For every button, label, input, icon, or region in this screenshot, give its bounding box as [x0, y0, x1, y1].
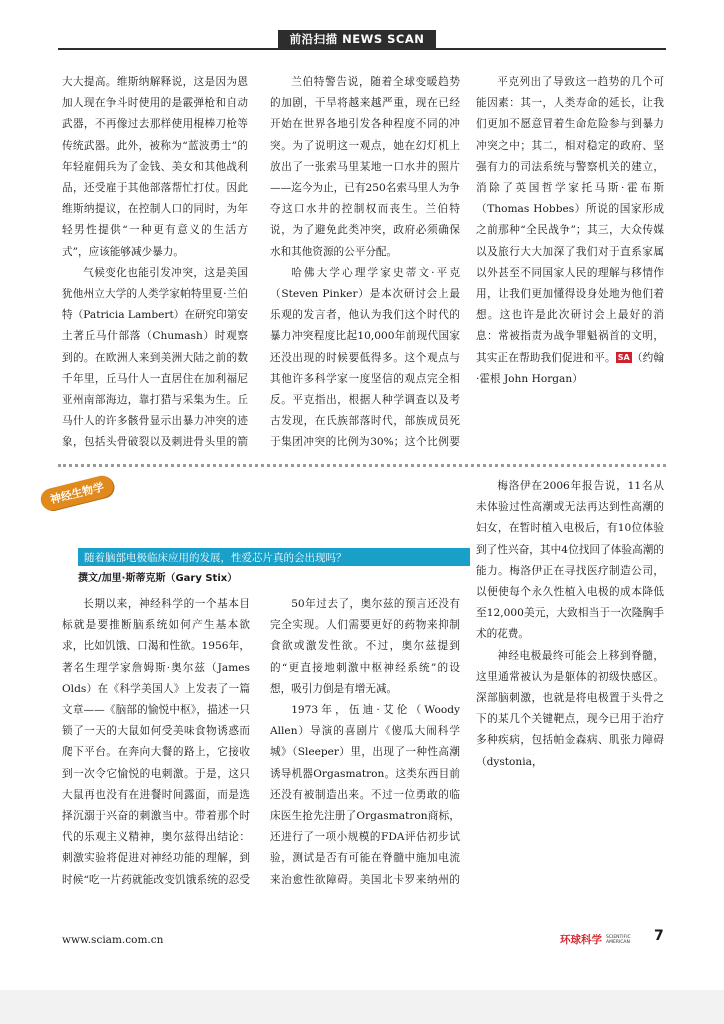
- bottom-paragraph-4: 梅洛伊在2006年报告说，11名从未体验过性高潮或无法再达到性高潮的妇女，在暂时植入电极后，有10位体验到了性兴奋，其中4位找回了体验高潮的能力。梅洛伊正在寻找医疗制造公司，以便使每个永久性植入电极的成本降低至12,000美元，大致相当于一次隆胸手术的花费。: [476, 480, 664, 641]
- top-author-en: John Horgan: [503, 372, 573, 385]
- header-rule: [58, 48, 666, 50]
- brand-name-en: SCIENTIFIC AMERICAN: [606, 934, 631, 945]
- section-title-en: NEWS SCAN: [342, 32, 425, 46]
- top-paragraph-2: 气候变化也能引发冲突，这是美国犹他州立大学的人类学家帕特里夏·兰伯特（Patricia Lambert）在研究印第安土著丘马什部落（Chumash）时观察到的。在欧洲人来到美洲大陆之前的数千年里，丘马什人一直居住在加利福尼亚州南部海边，靠打猎与采集为生。丘马什人的许多骸骨显示出暴力冲突的迹象，包括头骨破裂以及刺进骨头里的箭: [62, 266, 248, 449]
- category-tag: 神经生物学: [38, 473, 115, 512]
- article-separator: [58, 464, 666, 467]
- bottom-article-column-2: [270, 594, 460, 890]
- top-paragraph-5: 平克列出了导致这一趋势的几个可能因素：其一，人类寿命的延长，让我们更加不愿意冒着生命危险参与到暴力冲突之中；其二，相对稳定的政府、坚强有力的司法系统与警察机关的建立，消除了英国哲学家托马斯·霍布斯（Thomas Hobbes）所说的国家形成之前那种“全民战争”；其三，大众传媒以及旅行大大加深了我们对于直系家属以外甚至不同国家人民的理解与移情作用，让我们更加懂得设身处地为他们着想。这也许是此次研讨会上最好的消息：常被指责为战争罪魁祸首的文明，其实正在帮助我们促进和平。 SA （约翰·霍根 John Horgan）: [476, 76, 664, 385]
- page-number: 7: [654, 928, 664, 944]
- top-author-cn: 约翰·霍根: [476, 351, 664, 385]
- footer-brand: [560, 932, 634, 947]
- top-article-column-1: [62, 72, 248, 454]
- footer-url: www.sciam.com.cn: [62, 934, 164, 946]
- top-article-column-2: [270, 72, 460, 454]
- section-header: [278, 30, 436, 48]
- bottom-paragraph-2: 50年过去了，奥尔兹的预言还没有完全实现。人们需要更好的药物来抑制食欲或激发性欲。不过，奥尔兹提到的“更直接地刺激中枢神经系统”的设想，吸引力倒是有增无减。: [270, 598, 460, 695]
- bottom-paragraph-1: 长期以来，神经科学的一个基本目标就是要推断脑系统如何产生基本欲求，比如饥饿、口渴和性欲。1956年，著名生理学家詹姆斯·奥尔兹（James Olds）在《科学美国人》上发表了一篇文章——《脑部的愉悦中枢》，描述一只锁了一天的大鼠如何受美味食物诱惑而爬下平台。在奔向大餐的路上，它接收到一次令它愉悦的电刺激。于是，这只大鼠再也没有在进餐时间露面，而是选择沉溺于兴奋的刺激当中。带着那个时代的乐观主义精神，奥尔兹得出结论：刺激实验将促进对神经功能的理解，到时候“吃一片药就能改变饥饿系统的忍受: [62, 598, 250, 886]
- bottom-paragraph-5: 神经电极最终可能会上移到脊髓，这里通常被认为是躯体的初级快感区。深部脑刺激，也就是将电极置于头骨之下的某几个关键靶点，现今已用于治疗多种疾病，包括帕金森病、肌张力障碍（dystonia，: [476, 649, 664, 768]
- top-paragraph-4: 哈佛大学心理学家史蒂文·平克（Steven Pinker）是本次研讨会上最乐观的发言者，他认为我们这个时代的暴力冲突程度比起10,000年前现代国家还没出现的时候要低得多。这个观点与其他许多科学家一度坚信的观点完全相反。平克指出，根据人种学调查以及考古发现，在氏族部落时代，部族成员死于集团冲突的比例为30%；这个比例要: [270, 266, 460, 449]
- article-byline: 撰文/加里·斯蒂克斯（Gary Stix）: [78, 573, 238, 584]
- bottom-article-column-1: [62, 594, 250, 890]
- top-article-column-3: [476, 72, 664, 454]
- section-title-cn: 前沿扫描: [289, 32, 338, 46]
- top-paragraph-1: 大大提高。维斯纳解释说，这是因为恩加人现在争斗时使用的是霰弹枪和自动武器，不再像过去那样使用棍棒刀枪等传统武器。此外，被称为“蓝波勇士”的年轻雇佣兵为了金钱、美女和其他战利品，还受雇于其他部落帮忙打仗。因此维斯纳提议，在控制人口的同时，为年轻男性提供“一种更有意义的生活方式”，应该能够减少暴力。: [62, 76, 248, 258]
- bottom-article-column-3: [476, 476, 664, 890]
- bottom-paragraph-3: 1973年，伍迪·艾伦（Woody Allen）导演的喜剧片《傻瓜大闹科学城》（Sleeper）里，出现了一种性高潮诱导机器Orgasmatron。这类东西目前还没有被制造出来。不过一位勇敢的临床医生抢先注册了Orgasmatron商标，还进行了一项小规模的FDA评估初步试验，测试是否有可能在脊髓中施加电流来治愈性欲障碍。美国北卡罗来纳州的: [270, 704, 460, 886]
- sa-logo: SA: [617, 352, 630, 362]
- article-title: 随着脑部电极临床应用的发展，性爱芯片真的会出现吗？: [78, 548, 470, 566]
- top-paragraph-3: 兰伯特警告说，随着全球变暖趋势的加剧，干旱将越来越严重，现在已经开始在世界各地引发各种程度不同的冲突。为了说明这一观点，她在幻灯机上放出了一张索马里某地一口水井的照片——迄今为止，已有250名索马里人为争夺这口水井的控制权而丧生。兰伯特说，为了避免此类冲突，政府必须确保水和其他资源的公平分配。: [270, 76, 460, 258]
- brand-name-cn: 环球科学: [560, 934, 602, 946]
